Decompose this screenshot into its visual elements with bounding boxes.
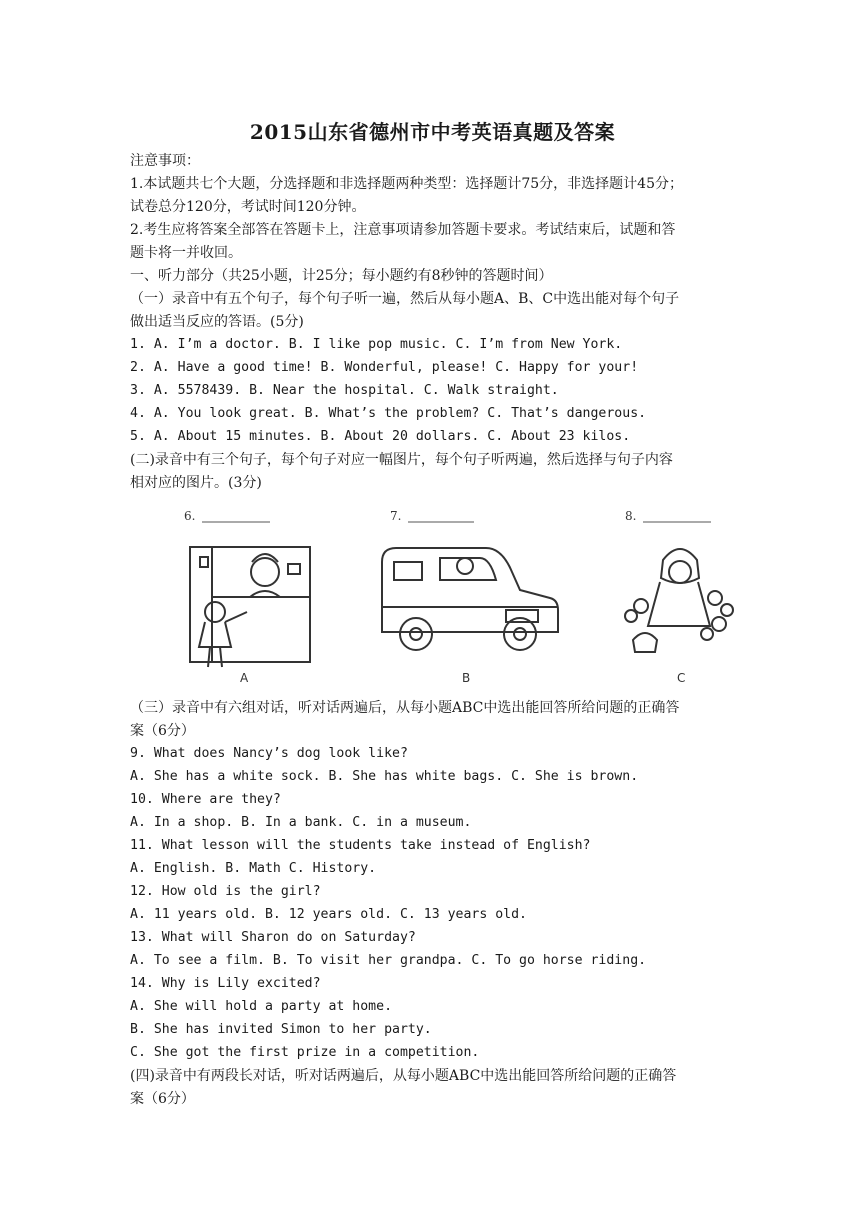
question-14-option-a: A. She will hold a party at home. bbox=[130, 999, 393, 1014]
ticket-booth-illustration bbox=[170, 502, 320, 688]
truck-illustration bbox=[370, 502, 565, 688]
picture-a bbox=[170, 502, 320, 688]
part1-instruction-2: 做出适当反应的答语。(5分) bbox=[130, 314, 304, 330]
picture-a-number: 6. bbox=[184, 509, 196, 523]
part3-instruction-2: 案（6分） bbox=[130, 723, 195, 739]
question-4: 4. A. You look great. B. What’s the problem? C. That’s dangerous. bbox=[130, 406, 647, 421]
question-3: 3. A. 5578439. B. Near the hospital. C. Walk straight. bbox=[130, 383, 559, 398]
notes-line-1: 1.本试题共七个大题，分选择题和非选择题两种类型：选择题计75分，非选择题计45分； bbox=[130, 176, 683, 192]
question-13: 13. What will Sharon do on Saturday? bbox=[130, 930, 416, 945]
question-9: 9. What does Nancy’s dog look like? bbox=[130, 746, 408, 761]
picture-c-letter: C bbox=[677, 671, 686, 685]
part2-instruction-2: 相对应的图片。(3分) bbox=[130, 475, 262, 491]
question-10: 10. Where are they? bbox=[130, 792, 281, 807]
question-5: 5. A. About 15 minutes. B. About 20 dollars. C. About 23 kilos. bbox=[130, 429, 631, 444]
notes-heading: 注意事项： bbox=[130, 153, 200, 169]
question-14-option-b: B. She has invited Simon to her party. bbox=[130, 1022, 432, 1037]
notes-line-4: 题卡将一并收回。 bbox=[130, 245, 242, 261]
section-heading: 一、听力部分（共25小题，计25分；每小题约有8秒钟的答题时间） bbox=[130, 268, 553, 284]
question-11: 11. What lesson will the students take instead of English? bbox=[130, 838, 591, 853]
notes-line-3: 2.考生应将答案全部答在答题卡上，注意事项请参加答题卡要求。考试结束后，试题和答 bbox=[130, 222, 676, 238]
question-12-options: A. 11 years old. B. 12 years old. C. 13 years old. bbox=[130, 907, 527, 922]
part4-instruction-2: 案（6分） bbox=[130, 1091, 195, 1107]
question-1: 1. A. I’m a doctor. B. I like pop music. C. I’m from New York. bbox=[130, 337, 623, 352]
notes-line-2: 试卷总分120分，考试时间120分钟。 bbox=[130, 199, 366, 215]
picture-b-number: 7. bbox=[390, 509, 402, 523]
picture-b-letter: B bbox=[462, 671, 471, 685]
picture-a-letter: A bbox=[240, 671, 249, 685]
girl-with-flowers-illustration bbox=[615, 502, 750, 688]
part2-instruction-1: (二)录音中有三个句子，每个句子对应一幅图片，每个句子听两遍，然后选择与句子内容 bbox=[130, 452, 673, 468]
question-9-options: A. She has a white sock. B. She has white bags. C. She is brown. bbox=[130, 769, 639, 784]
question-10-options: A. In a shop. B. In a bank. C. in a museum. bbox=[130, 815, 472, 830]
question-14: 14. Why is Lily excited? bbox=[130, 976, 321, 991]
part3-instruction-1: （三）录音中有六组对话，听对话两遍后，从每小题ABC中选出能回答所给问题的正确答 bbox=[130, 700, 680, 716]
question-11-options: A. English. B. Math C. History. bbox=[130, 861, 377, 876]
question-2: 2. A. Have a good time! B. Wonderful, please! C. Happy for your! bbox=[130, 360, 639, 375]
question-14-option-c: C. She got the first prize in a competition. bbox=[130, 1045, 480, 1060]
question-13-options: A. To see a film. B. To visit her grandpa. C. To go horse riding. bbox=[130, 953, 647, 968]
page-title: 2015山东省德州市中考英语真题及答案 bbox=[249, 120, 616, 144]
part1-instruction-1: （一）录音中有五个句子，每个句子听一遍，然后从每小题A、B、C中选出能对每个句子 bbox=[130, 291, 680, 307]
picture-b bbox=[370, 502, 565, 688]
picture-c-number: 8. bbox=[625, 509, 637, 523]
part4-instruction-1: (四)录音中有两段长对话，听对话两遍后，从每小题ABC中选出能回答所给问题的正确答 bbox=[130, 1068, 677, 1084]
picture-c bbox=[615, 502, 750, 688]
question-12: 12. How old is the girl? bbox=[130, 884, 321, 899]
